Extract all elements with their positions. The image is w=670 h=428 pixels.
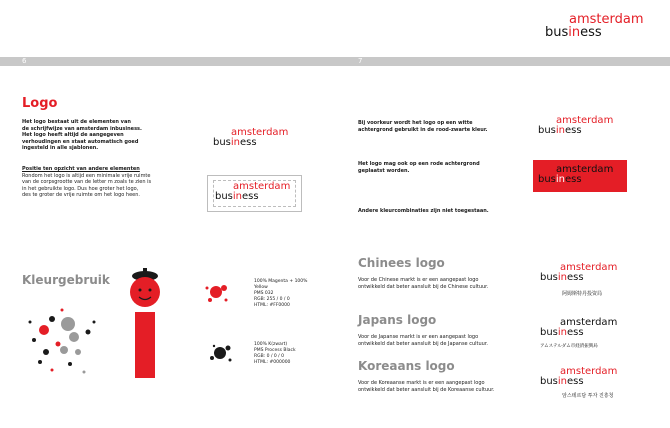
logo-on-red: amsterdam business	[538, 164, 614, 185]
mascot-illustration	[115, 262, 175, 380]
korean-logo-title: Koreaans logo	[358, 359, 455, 373]
logo-description: Het logo bestaat uit de elementen van de schrijfwijze van amsterdam inbusiness. Het logo heeft altijd de aangegeven verhoudingen en staat automatisch goed ingesteld in alle sjablonen.	[22, 119, 142, 151]
korean-logo: amsterdam business	[540, 366, 618, 387]
logo-section-title: Logo	[22, 96, 58, 111]
usage-warning: Andere kleurcombinaties zijn niet toegestaan.	[358, 208, 489, 214]
logo-sample: amsterdam business	[213, 127, 289, 148]
japanese-logo-title: Japans logo	[358, 313, 437, 327]
colour-section-title: Kleurgebruik	[22, 273, 110, 287]
logo-on-white: amsterdam business	[538, 115, 614, 136]
korean-logo-subtitle: 암스테르담 투자 진흥청	[562, 393, 614, 399]
logo-line1: amsterdam	[569, 12, 644, 27]
logo-sample-guides: amsterdam business	[215, 181, 291, 202]
ink-splatter-illustration	[22, 292, 110, 382]
red-colour-spec: 100% Magenta + 100% Yellow PMS 032 RGB: 255 / 0 / 0 HTML: #FF0000	[254, 279, 308, 308]
chinese-logo-title: Chinees logo	[358, 256, 445, 270]
usage-red-text: Het logo mag ook op een rode achtergrond geplaatst worden.	[358, 161, 480, 174]
japanese-logo: amsterdam business	[540, 317, 618, 338]
page-header-bar	[0, 57, 670, 66]
japanese-logo-subtitle: アムステルダム市経済振興局	[540, 344, 598, 349]
black-colour-spec: 100% K(zwart) PMS Process Black RGB: 0 / 0 / 0 HTML: #000000	[254, 342, 296, 365]
chinese-logo: amsterdam business	[540, 262, 618, 283]
korean-logo-text: Voor de Koreaanse markt is er een aangepast logo ontwikkeld dat beter aansluit bij de Koreaanse cultuur.	[358, 380, 495, 393]
black-swatch-splash	[204, 338, 240, 368]
japanese-logo-text: Voor de Japanse markt is er een aangepast logo ontwikkeld dat beter aansluit bij de Japanse cultuur.	[358, 334, 489, 347]
header-logo: amsterdam business	[545, 12, 644, 40]
red-swatch-splash	[202, 278, 238, 308]
chinese-logo-subtitle: 阿姆斯特丹投资局	[562, 291, 603, 297]
chinese-logo-text: Voor de Chinese markt is er een aangepast logo ontwikkeld dat beter aansluit bij de Chinese cultuur.	[358, 277, 489, 290]
page-number-right: 7	[358, 57, 363, 65]
page-number-left: 6	[22, 57, 27, 65]
usage-white-text: Bij voorkeur wordt het logo op een witte achtergrond gebruikt in de rood-zwarte kleur.	[358, 120, 488, 133]
logo-spacing-text: Positie ten opzicht van andere elementen Rondom het logo is altijd een minimale vrije ruimte van de corpsgrootte van de letter m zoals te zien is in het gebruikte logo. Dus hoe groter het logo, des te groter de vrije ruimte om het logo heen.	[22, 166, 152, 198]
